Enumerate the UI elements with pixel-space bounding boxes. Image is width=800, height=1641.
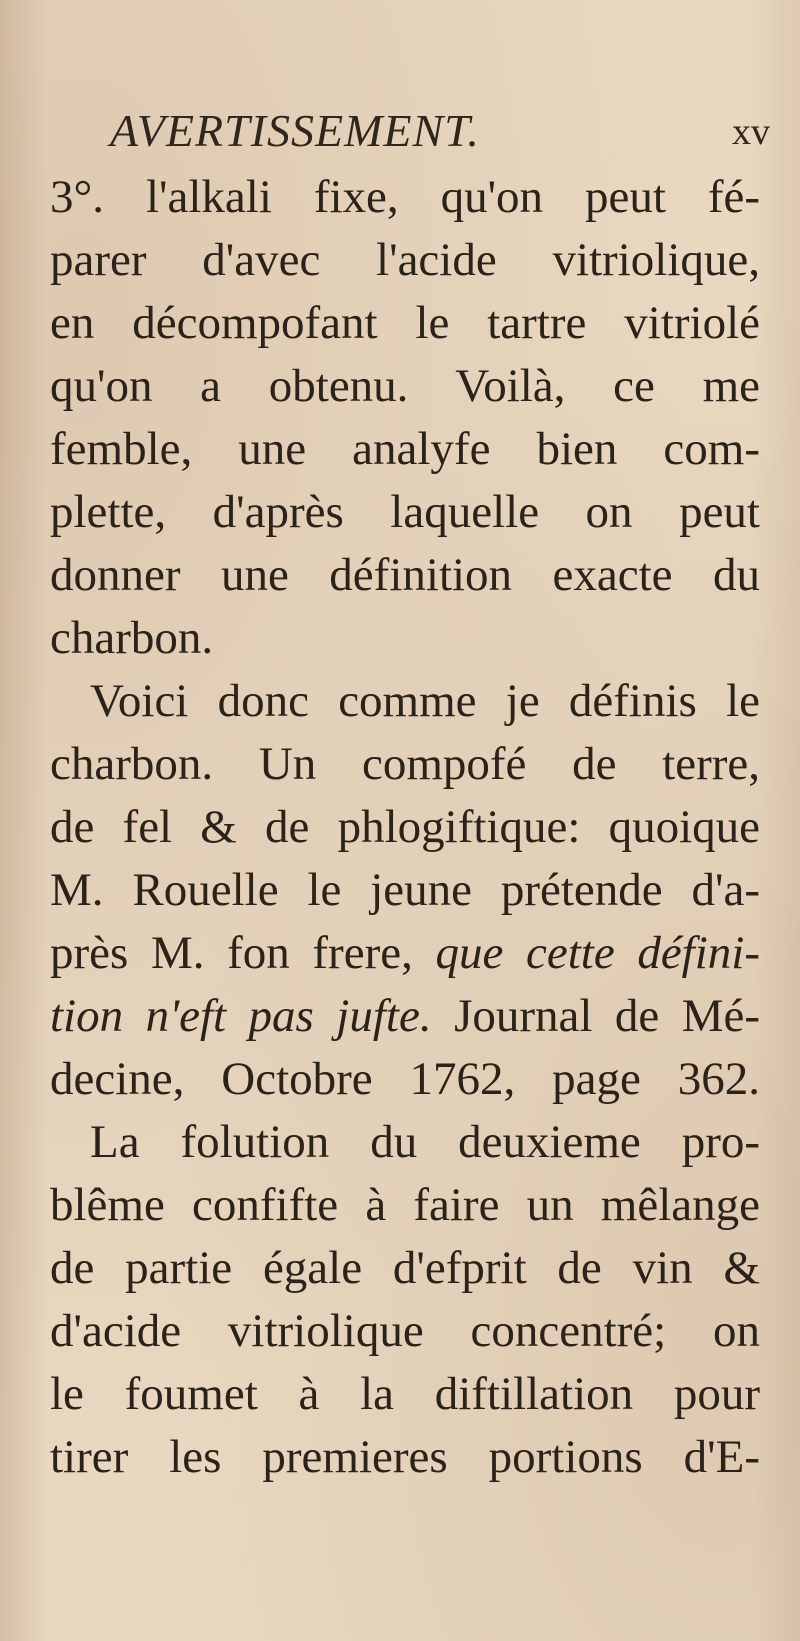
text-line: en décompofant le tartre vitriolé [50,297,760,349]
running-header [110,104,770,160]
text-line: le foumet à la diftillation pour [50,1368,760,1420]
text-line-mixed [50,985,760,1048]
text-line: de fel & de phlogiftique: quoique [50,801,760,853]
italic-quote-segment: que cette défini- [435,927,761,979]
text-line: d'acide vitriolique concentré; on [50,1305,760,1357]
text-line: 3°. l'alkali fixe, qu'on peut fé- [50,171,760,223]
page-number: xv [732,111,770,153]
body-text [50,166,760,1489]
text-line: femble, une analyfe bien com- [50,423,760,475]
text-segment: Journal de Mé- [454,990,760,1042]
text-segment: près M. fon frere, [50,927,413,979]
header-title: AVERTISSEMENT. [110,105,480,156]
text-line: de partie égale d'efprit de vin & [50,1242,760,1294]
text-line: tirer les premieres portions d'E- [50,1431,760,1483]
italic-quote-segment: tion n'eft pas jufte. [50,990,432,1042]
paragraph-start-line: La folution du deuxieme pro- [90,1116,760,1168]
text-line: charbon. [50,612,214,664]
text-line: qu'on a obtenu. Voilà, ce me [50,360,760,412]
text-line: M. Rouelle le jeune prétende d'a- [50,864,760,916]
text-line: plette, d'après laquelle on peut [50,486,760,538]
text-line: charbon. Un compofé de terre, [50,738,760,790]
text-line: decine, Octobre 1762, page 362. [50,1053,760,1105]
paragraph-start-line: Voici donc comme je définis le [90,675,760,727]
text-line: parer d'avec l'acide vitriolique, [50,234,760,286]
text-line: donner une définition exacte du [50,549,760,601]
text-line-mixed [50,922,760,985]
text-line: blême confifte à faire un mêlange [50,1179,760,1231]
